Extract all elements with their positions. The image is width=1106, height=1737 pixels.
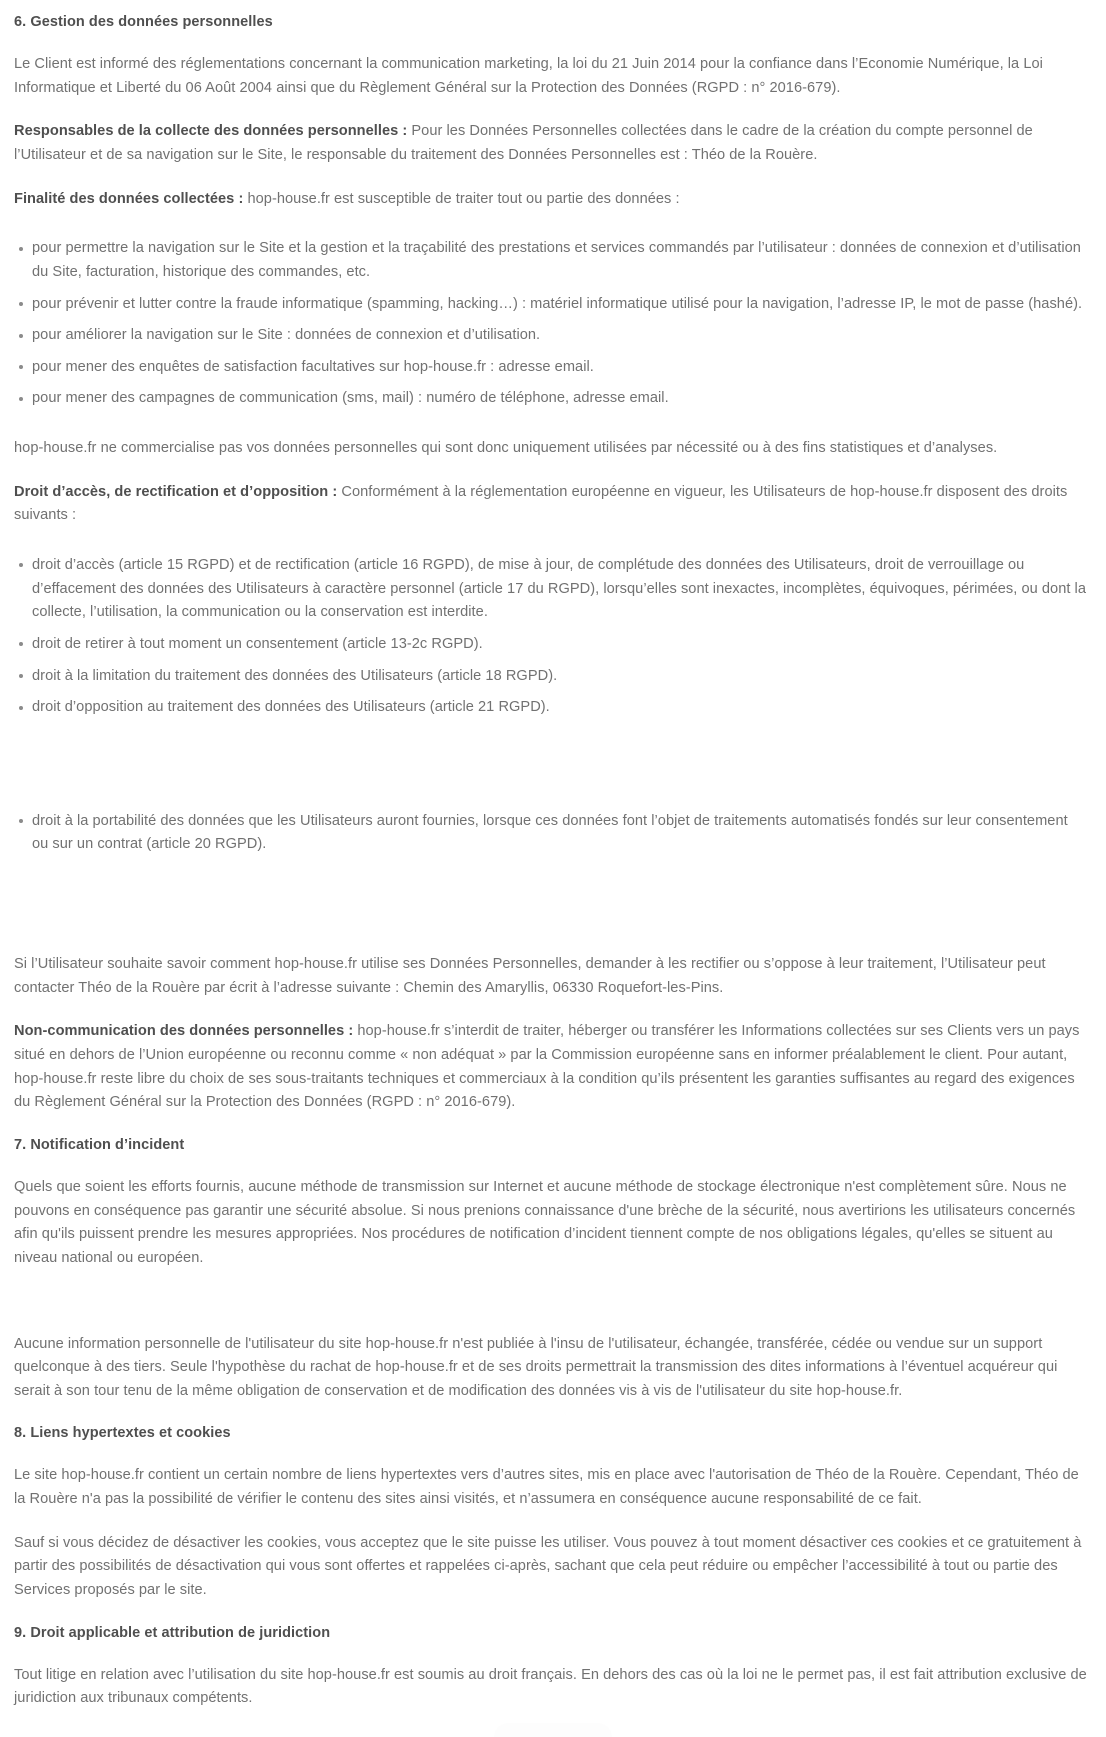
droit-acces-body: Conformément à la réglementation européenne en vigueur, les Utilisateurs de hop-house.fr disposent des droits suivants : xyxy=(14,483,1068,524)
spacer-large xyxy=(14,720,1088,810)
paragraph-cookies-2: Sauf si vous décidez de désactiver les cookies, vous acceptez que le site puisse les utiliser. Vous pouvez à tout moment désactiver ces cookies et ce gratuitement à partir des possibilités de désactivation qui vous sont offertes et rappelées ci-après, sachant que cela peut réduire ou empêcher l’accessibilité à tout ou partie des Services proposés par le site. xyxy=(14,1534,1082,1599)
spacer-large xyxy=(14,857,1088,953)
rights-list xyxy=(14,554,1088,720)
paragraph-droit-acces xyxy=(14,481,1088,528)
purposes-list xyxy=(14,237,1088,411)
paragraph-non-communication xyxy=(14,1020,1088,1115)
list-item: droit à la portabilité des données que les Utilisateurs auront fournies, lorsque ces données font l’objet de traitements automatisés fondés sur leur consentement ou sur un contrat (article 20 RGPD). xyxy=(14,810,1088,857)
droit-acces-lead: Droit d’accès, de rectification et d’opposition : xyxy=(14,483,338,500)
paragraph-cookies-1: Le site hop-house.fr contient un certain nombre de liens hypertextes vers d’autres sites, mis en place avec l'autorisation de Théo de la Rouère. Cependant, Théo de la Rouère n'a pas la possibilité de vérifier le contenu des sites ainsi visités, et n’assumera en conséquence aucune responsabilité de ce fait. xyxy=(14,1467,1079,1508)
page-bottom-element xyxy=(494,1723,612,1737)
section-heading-6: 6. Gestion des données personnelles xyxy=(14,14,273,30)
paragraph-finalite xyxy=(14,188,1088,212)
list-item: droit d’accès (article 15 RGPD) et de rectification (article 16 RGPD), de mise à jour, de complétude des données des Utilisateurs, droit de verrouillage ou d’effacement des données des Utilisateurs à caractère personnel (article 17 du RGPD), lorsqu’elles sont inexactes, incomplètes, équivoques, périmées, ou dont la collecte, l’utilisation, la communication ou la conservation est interdite. xyxy=(14,554,1088,625)
list-item: droit d’opposition au traitement des données des Utilisateurs (article 21 RGPD). xyxy=(14,696,1088,720)
paragraph-responsables xyxy=(14,120,1088,167)
spacer xyxy=(14,1403,1088,1423)
spacer xyxy=(14,461,1088,481)
spacer xyxy=(14,168,1088,188)
list-item: droit à la limitation du traitement des données des Utilisateurs (article 18 RGPD). xyxy=(14,665,1088,689)
paragraph-incident-1: Quels que soient les efforts fournis, aucune méthode de transmission sur Internet et aucune méthode de stockage électronique n'est complètement sûre. Nous ne pouvons en conséquence pas garantir une sécurité absolue. Si nous prenions connaissance d'une brèche de la sécurité, nous avertirions les utilisateurs concernés afin qu'ils puissent prendre les mesures appropriées. Nos procédures de notification d’incident tiennent compte de nos obligations légales, qu'elles se situent au niveau national ou européen. xyxy=(14,1178,1076,1266)
section-heading-9: 9. Droit applicable et attribution de juridiction xyxy=(14,1624,331,1641)
finalite-lead: Finalité des données collectées : xyxy=(14,190,244,207)
spacer xyxy=(14,211,1088,237)
spacer xyxy=(14,1156,1088,1176)
spacer xyxy=(14,1603,1088,1623)
spacer xyxy=(14,33,1088,53)
paragraph-juridiction: Tout litige en relation avec l’utilisation du site hop-house.fr est soumis au droit français. En dehors des cas où la loi ne le permet pas, il est fait attribution exclusive de juridiction aux tribunaux compétents. xyxy=(14,1666,1087,1707)
list-item: pour mener des enquêtes de satisfaction facultatives sur hop-house.fr : adresse email. xyxy=(14,356,1088,380)
list-item: pour prévenir et lutter contre la fraude informatique (spamming, hacking…) : matériel informatique utilisé pour la navigation, l’adresse IP, le mot de passe (hashé). xyxy=(14,293,1088,317)
list-item: pour améliorer la navigation sur le Site : données de connexion et d’utilisation. xyxy=(14,324,1088,348)
spacer xyxy=(14,1512,1088,1532)
non-communication-lead: Non-communication des données personnelles : xyxy=(14,1023,354,1040)
section-heading-8: 8. Liens hypertextes et cookies xyxy=(14,1425,231,1442)
non-communication-body: hop-house.fr s’interdit de traiter, héberger ou transférer les Informations collectées sur ses Clients vers un pays situé en dehors de l’Union européenne ou reconnu comme « non adéquat » par la Commission européenne sans en informer préalablement le client. Pour autant, hop-house.fr reste libre du choix de ses sous-traitants techniques et commerciaux à la condition qu’ils présentent les garanties suffisantes au regard des exigences du Règlement Général sur la Protection des Données (RGPD : n° 2016-679). xyxy=(14,1023,1080,1111)
portability-list xyxy=(14,810,1088,857)
spacer-large xyxy=(14,1271,1088,1333)
spacer xyxy=(14,1444,1088,1464)
spacer xyxy=(14,411,1088,437)
paragraph-incident-2: Aucune information personnelle de l'utilisateur du site hop-house.fr n'est publiée à l'insu de l'utilisateur, échangée, transférée, cédée ou vendue sur un support quelconque à des tiers. Seule l'hypothèse du rachat de hop-house.fr et de ses droits permettrait la transmission des dites informations à l’éventuel acquéreur qui serait à son tour tenu de la même obligation de conservation et de modification des données vis à vis de l'utilisateur du site hop-house.fr. xyxy=(14,1335,1058,1399)
list-item: droit de retirer à tout moment un consentement (article 13-2c RGPD). xyxy=(14,633,1088,657)
spacer xyxy=(14,1115,1088,1135)
list-item: pour mener des campagnes de communication (sms, mail) : numéro de téléphone, adresse email. xyxy=(14,387,1088,411)
spacer xyxy=(14,1000,1088,1020)
paragraph-no-commercialisation: hop-house.fr ne commercialise pas vos données personnelles qui sont donc uniquement utilisées par nécessité ou à des fins statistiques et d’analyses. xyxy=(14,440,998,457)
paragraph-intro: Le Client est informé des réglementations concernant la communication marketing, la loi du 21 Juin 2014 pour la confiance dans l’Economie Numérique, la Loi Informatique et Liberté du 06 Août 2004 ainsi que du Règlement Général sur la Protection des Données (RGPD : n° 2016-679). xyxy=(14,56,1043,96)
finalite-body: hop-house.fr est susceptible de traiter tout ou partie des données : xyxy=(243,190,680,207)
responsables-lead: Responsables de la collecte des données personnelles : xyxy=(14,123,408,140)
paragraph-contact: Si l’Utilisateur souhaite savoir comment hop-house.fr utilise ses Données Personnelles, demander à les rectifier ou s’oppose à leur traitement, l’Utilisateur peut contacter Théo de la Rouère par écrit à l’adresse suivante : Chemin des Amaryllis, 06330 Roquefort-les-Pins. xyxy=(14,956,1046,996)
spacer xyxy=(14,1644,1088,1664)
responsables-body: Pour les Données Personnelles collectées dans le cadre de la création du compte personnel de l’Utilisateur et de sa navigation sur le Site, le responsable du traitement des Données Personnelles est : Théo de la Rouère. xyxy=(14,123,1033,163)
spacer xyxy=(14,528,1088,554)
top-spacer xyxy=(14,0,1088,12)
list-item: pour permettre la navigation sur le Site et la gestion et la traçabilité des prestations et services commandés par l’utilisateur : données de connexion et d’utilisation du Site, facturation, historique des commandes, etc. xyxy=(14,237,1088,284)
spacer xyxy=(14,100,1088,120)
section-heading-7: 7. Notification d’incident xyxy=(14,1136,185,1153)
